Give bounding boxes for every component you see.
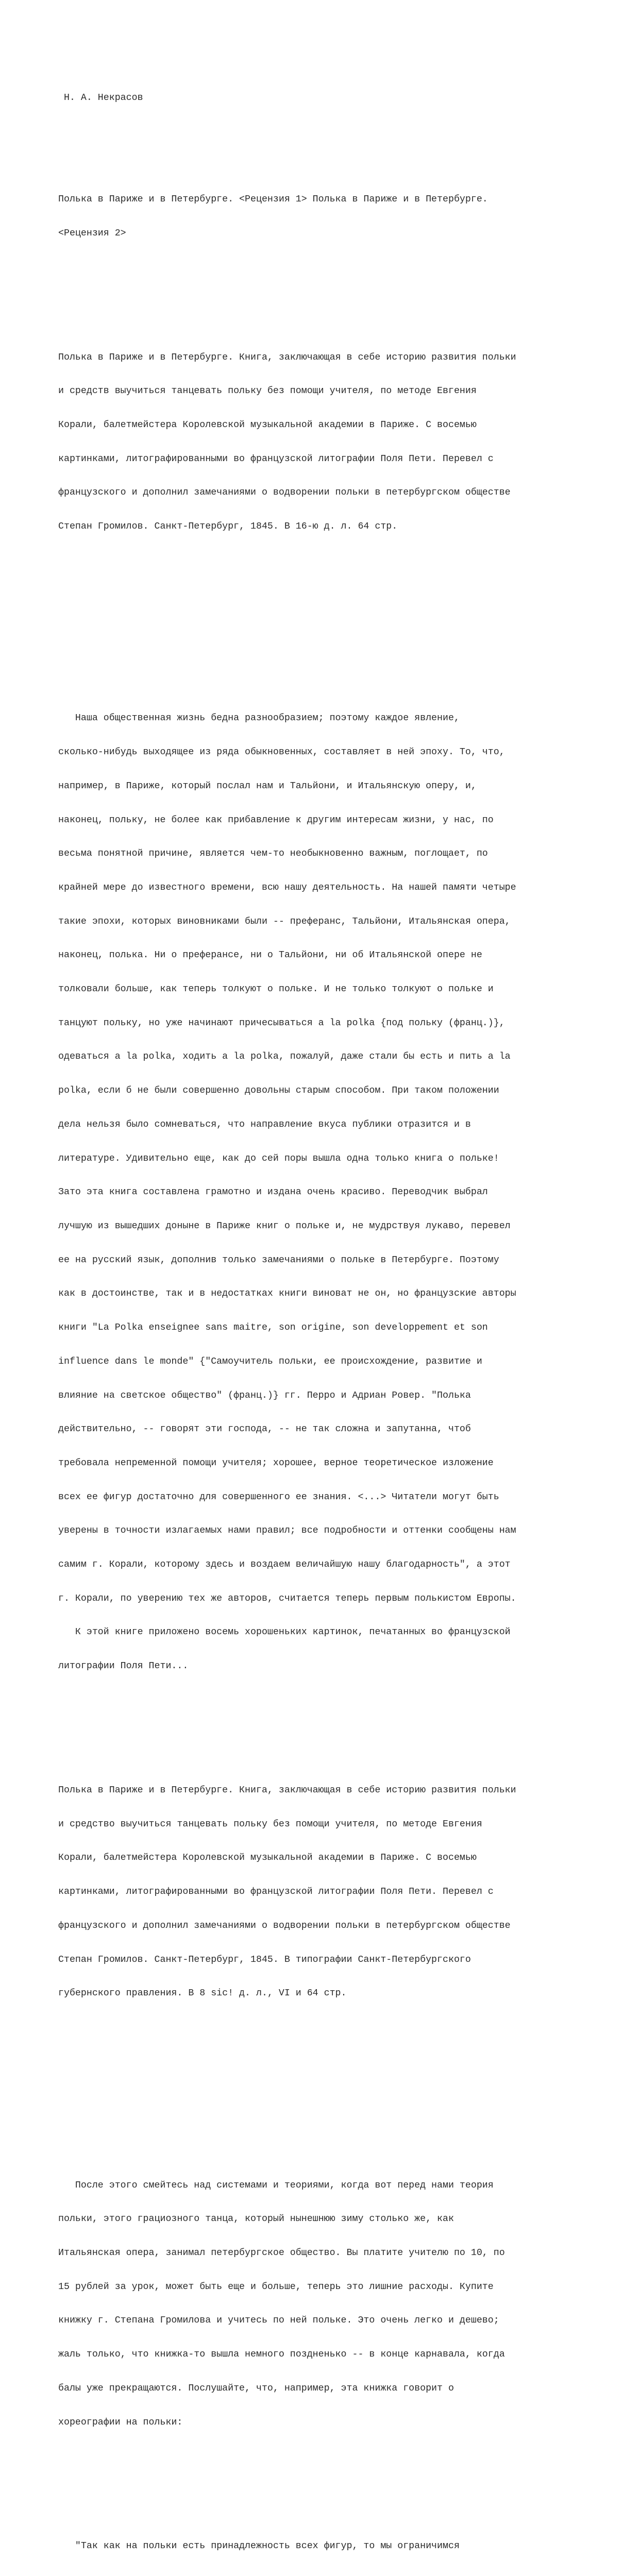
blank-line xyxy=(58,612,579,623)
quote-block xyxy=(58,2519,579,2576)
body-line: г. Корали, по уверению тех же авторов, считается теперь первым полькистом Европы. xyxy=(58,1593,516,1604)
blank-line xyxy=(58,2112,579,2124)
heading-line: и средств выучиться танцевать польку без помощи учителя, по методе Евгения xyxy=(58,386,477,397)
body-line: хореографии на польки: xyxy=(58,2417,183,2428)
body-line: самим г. Корали, которому здесь и воздаем величайшую нашу благодарность", а этот xyxy=(58,1560,511,1570)
body-line: жаль только, что книжка-то вышла немного поздненько -- в конце карнавала, когда xyxy=(58,2349,505,2360)
heading-line: французского и дополнил замечаниями о водворении польки в петербургском обществе xyxy=(58,487,511,498)
contents-line: <Рецензия 2> xyxy=(58,228,126,239)
body-line: влияние на светское общество" (франц.)} гг. Перро и Адриан Ровер. "Полька xyxy=(58,1390,471,1401)
body-line: наконец, польку, не более как прибавление к другим интересам жизни, у нас, по xyxy=(58,815,494,825)
heading-line: Полька в Париже и в Петербурге. Книга, заключающая в себе историю развития польки xyxy=(58,352,516,363)
body-line: литературе. Удивительно еще, как до сей поры вышла одна только книга о польке! xyxy=(58,1153,499,1164)
heading-line: Степан Громилов. Санкт-Петербург, 1845. В 16-ю д. л. 64 стр. xyxy=(58,521,398,532)
body-line: требовала непременной помощи учителя; хорошее, верное теоретическое изложение xyxy=(58,1458,494,1468)
body-line: наконец, полька. Ни о преферансе, ни о Тальйони, ни об Итальянской опере не xyxy=(58,950,482,961)
body-line: Зато эта книга составлена грамотно и издана очень красиво. Переводчик выбрал xyxy=(58,1187,488,1198)
heading-line: французского и дополнил замечаниями о водворении польки в петербургском обществе xyxy=(58,1920,511,1931)
body-line: книги "La Polka enseignee sans maitre, son origine, son developpement et son xyxy=(58,1323,488,1333)
body-line: К этой книге приложено восемь хорошеньких картинок, печатанных во французской xyxy=(58,1627,511,1638)
body-line: весьма понятной причине, является чем-то необыкновенно важным, поглощает, по xyxy=(58,849,488,859)
review1-heading xyxy=(58,330,579,555)
heading-line: Полька в Париже и в Петербурге. Книга, заключающая в себе историю развития польки xyxy=(58,1785,516,1796)
heading-line: Степан Громилов. Санкт-Петербург, 1845. В типографии Санкт-Петербургского xyxy=(58,1954,471,1965)
heading-line: Корали, балетмейстера Королевской музыкальной академии в Париже. С восемью xyxy=(58,1853,477,1863)
contents-line: Полька в Париже и в Петербурге. <Рецензия 1> Полька в Париже и в Петербурге. xyxy=(58,194,488,205)
blank-line xyxy=(58,1718,579,1729)
document-page xyxy=(58,70,579,2576)
blank-line xyxy=(58,646,579,657)
body-line: сколько-нибудь выходящее из ряда обыкновенных, составляет в ней эпоху. То, что, xyxy=(58,747,505,758)
body-line: крайней мере до известного времени, всю нашу деятельность. На нашей памяти четыре xyxy=(58,882,516,893)
body-line: polka, если б не были совершенно довольны старым способом. При таком положении xyxy=(58,1086,499,1096)
blank-line xyxy=(58,2045,579,2056)
body-line: лучшую из вышедших доныне в Париже книг о польке и, не мудрствуя лукаво, перевел xyxy=(58,1221,511,1231)
heading-line: картинками, литографированными во французской литографии Поля Пети. Перевел с xyxy=(58,1887,494,1897)
blank-line xyxy=(58,578,579,589)
body-line: балы уже прекращаются. Послушайте, что, например, эта книжка говорит о xyxy=(58,2383,454,2394)
contents-block xyxy=(58,172,579,262)
body-line: книжку г. Степана Громилова и учитесь по ней польке. Это очень легко и дешево; xyxy=(58,2315,499,2326)
body-line: как в достоинстве, так и в недостатках книги виноват не он, но французские авторы xyxy=(58,1289,516,1299)
body-line: действительно, -- говорят эти господа, -- не так сложна и запутанна, чтоб xyxy=(58,1424,471,1435)
body-line: толковали больше, как теперь толкуют о польке. И не только толкуют о польке и xyxy=(58,984,494,995)
body-line: influence dans le monde" {"Самоучитель польки, ее происхождение, развитие и xyxy=(58,1356,482,1367)
body-line: После этого смейтесь над системами и теориями, когда вот перед нами теория xyxy=(58,2180,494,2191)
body-line: литографии Поля Пети... xyxy=(58,1661,189,1672)
body-line: например, в Париже, который послал нам и Тальйони, и Итальянскую оперу, и, xyxy=(58,781,477,791)
body-line: всех ее фигур достаточно для совершенного ее знания. <...> Читатели могут быть xyxy=(58,1492,499,1502)
blank-line xyxy=(58,2079,579,2090)
body-line: 15 рублей за урок, может быть еще и больше, теперь это лишние расходы. Купите xyxy=(58,2281,494,2292)
body-line: дела нельзя было сомневаться, что направление вкуса публики отразится и в xyxy=(58,1119,471,1130)
blank-line xyxy=(58,127,579,138)
blank-line xyxy=(58,2473,579,2485)
heading-line: и средство выучиться танцевать польку без помощи учителя, по методе Евгения xyxy=(58,1819,482,1829)
heading-line: Корали, балетмейстера Королевской музыкальной академии в Париже. С восемью xyxy=(58,419,477,430)
body-line: Наша общественная жизнь бедна разнообразием; поэтому каждое явление, xyxy=(58,713,460,724)
body-line: польки, этого грациозного танца, который нынешнюю зиму столько же, как xyxy=(58,2214,454,2225)
body-line: одеваться a la polka, ходить a la polka, пожалуй, даже стали бы есть и пить a la xyxy=(58,1052,511,1062)
body-line: такие эпохи, которых виновниками были -- преферанс, Тальйони, Итальянская опера, xyxy=(58,916,511,927)
body-line: уверены в точности излагаемых нами правил; все подробности и оттенки сообщены нам xyxy=(58,1526,516,1536)
quote-line: "Так как на польки есть принадлежность всех фигур, то мы ограничимся xyxy=(58,2541,460,2552)
heading-line: губернского правления. В 8 sic! д. л., VI и 64 стр. xyxy=(58,1988,347,1999)
review2-body xyxy=(58,2158,579,2451)
body-line: танцуют польку, но уже начинают причесываться a la polka {под польку (франц.)}, xyxy=(58,1018,505,1028)
review2-heading xyxy=(58,1762,579,2022)
heading-line: картинками, литографированными во французской литографии Поля Пети. Перевел с xyxy=(58,453,494,464)
body-line: ее на русский язык, дополнив только замечаниями о польке в Петербурге. Поэтому xyxy=(58,1255,499,1265)
review1-body xyxy=(58,691,579,1695)
blank-line xyxy=(58,284,579,296)
author-line: Н. А. Некрасов xyxy=(58,92,143,103)
body-line: Итальянская опера, занимал петербургское общество. Вы платите учителю по 10, по xyxy=(58,2248,505,2259)
